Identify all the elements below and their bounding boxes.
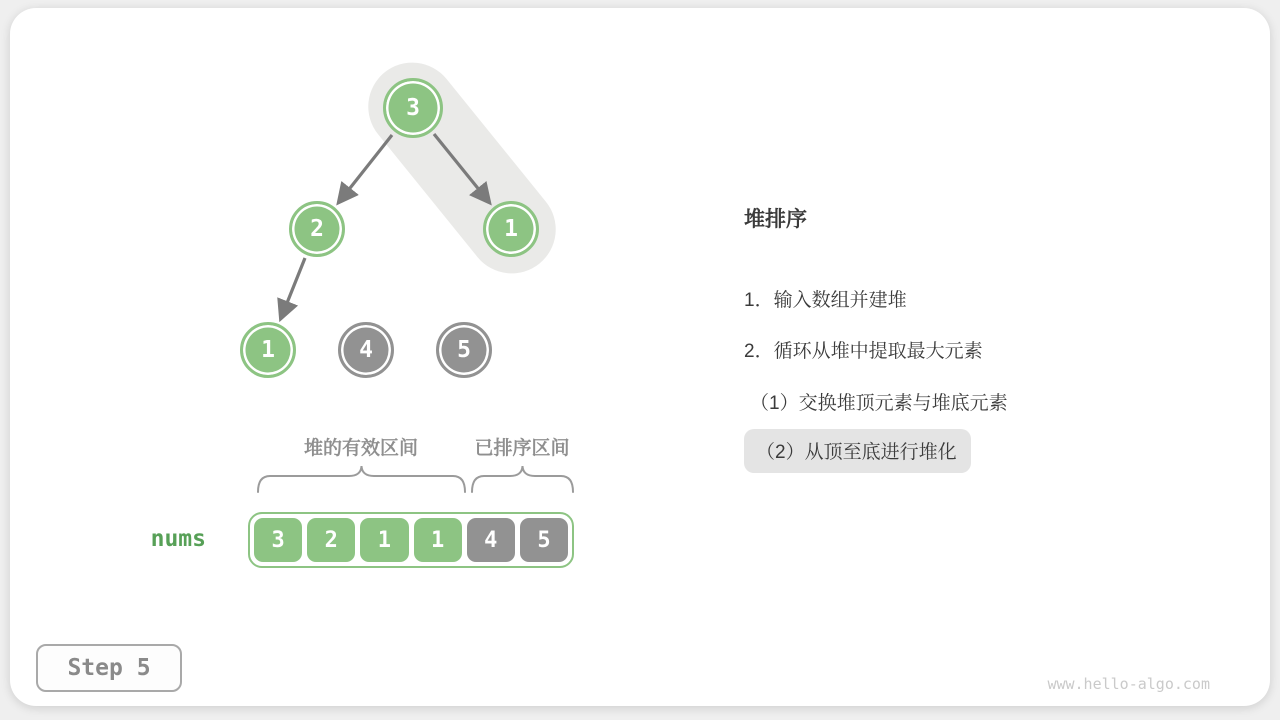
panel-step-2-2-highlighted: （2）从顶至底进行堆化 bbox=[744, 429, 971, 473]
panel-step-2: 2．循环从堆中提取最大元素 bbox=[744, 341, 983, 362]
brace-sorted-region bbox=[472, 466, 573, 492]
nums-array bbox=[248, 512, 574, 568]
panel-step-2-1: （1）交换堆顶元素与堆底元素 bbox=[750, 393, 1008, 414]
tree-node-value: 1 bbox=[504, 216, 518, 242]
tree-node-root bbox=[383, 78, 443, 138]
tree-node-left bbox=[289, 201, 345, 257]
tree-node-value: 1 bbox=[261, 337, 275, 363]
panel-title: 堆排序 bbox=[744, 208, 807, 231]
array-cell-1: 2 bbox=[307, 518, 355, 562]
tree-node-value: 2 bbox=[310, 216, 324, 242]
array-cell-0: 3 bbox=[254, 518, 302, 562]
tree-node-value: 5 bbox=[457, 337, 471, 363]
brace-heap-region bbox=[258, 466, 465, 492]
tree-node-left-left bbox=[240, 322, 296, 378]
edge-root-left bbox=[339, 135, 392, 202]
tree-node-sorted-4 bbox=[338, 322, 394, 378]
array-cell-2: 1 bbox=[360, 518, 408, 562]
panel-step-1: 1．输入数组并建堆 bbox=[744, 290, 907, 311]
array-cell-3: 1 bbox=[414, 518, 462, 562]
tree-node-sorted-5 bbox=[436, 322, 492, 378]
region-braces bbox=[240, 464, 590, 498]
tree-node-value: 4 bbox=[359, 337, 373, 363]
step-badge bbox=[36, 644, 182, 692]
array-cell-5: 5 bbox=[520, 518, 568, 562]
tree-node-right bbox=[483, 201, 539, 257]
edge-left-leftleft bbox=[281, 258, 305, 318]
heapify-path-highlight bbox=[350, 45, 573, 292]
step-badge-label: Step 5 bbox=[67, 655, 151, 681]
heap-region-label: 堆的有效区间 bbox=[303, 438, 419, 459]
watermark: www.hello-algo.com bbox=[1047, 675, 1210, 693]
sorted-region-label: 已排序区间 bbox=[474, 438, 570, 459]
array-name-label: nums bbox=[150, 526, 206, 552]
tree-node-value: 3 bbox=[406, 95, 420, 121]
array-cell-4: 4 bbox=[467, 518, 515, 562]
